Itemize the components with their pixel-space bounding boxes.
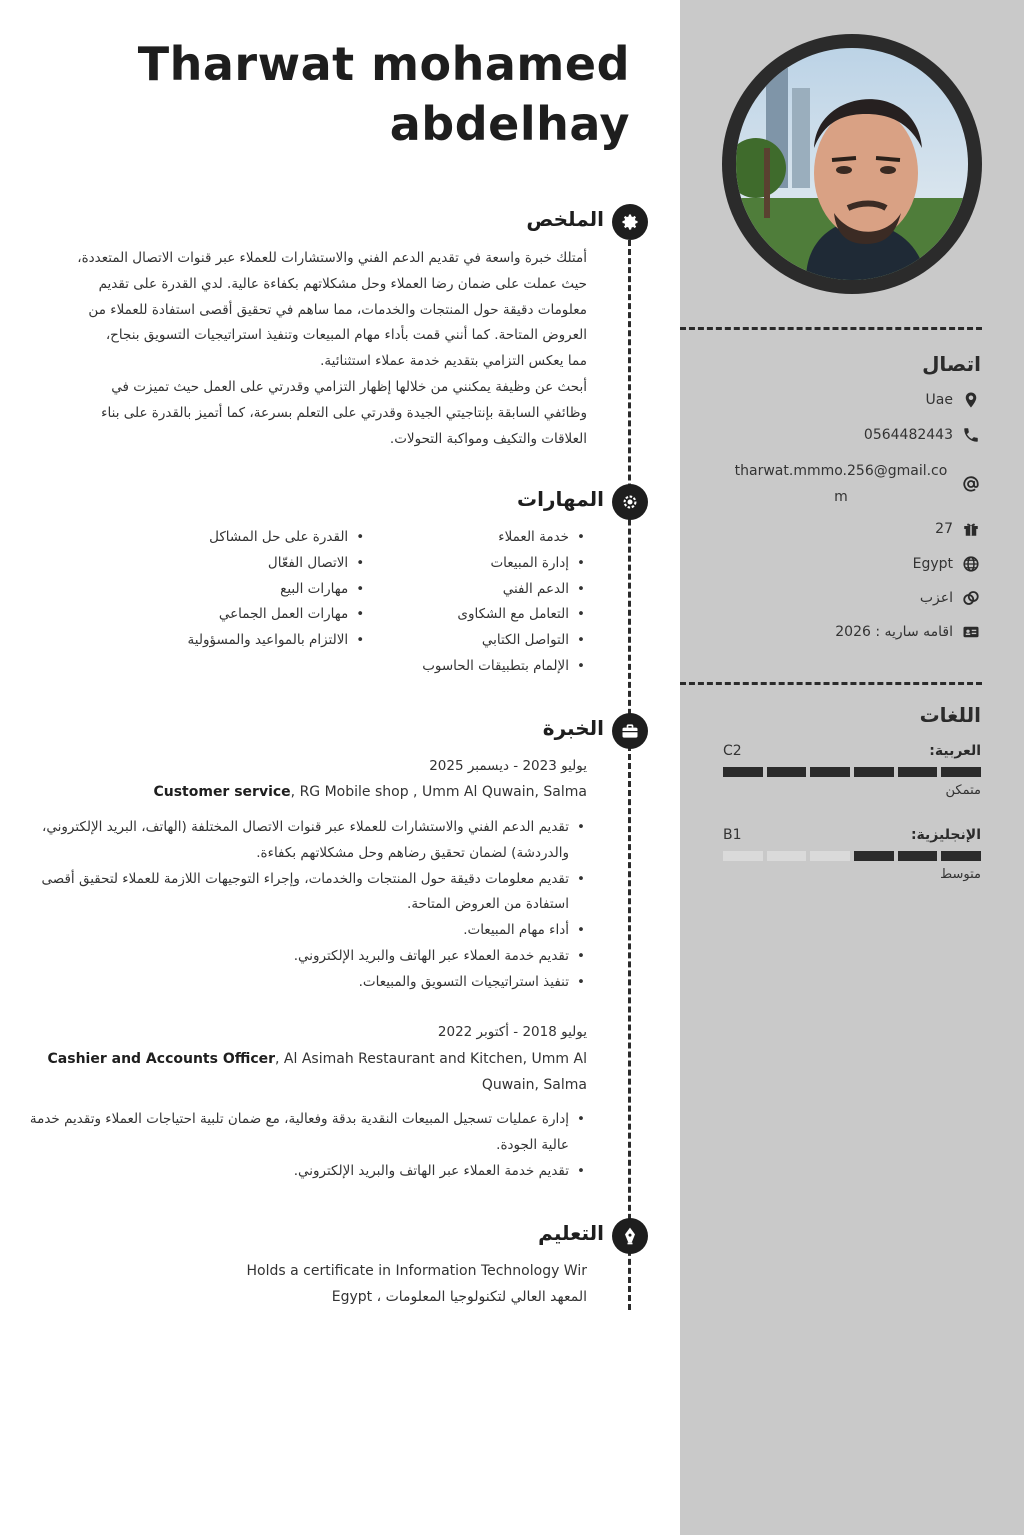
skill-item: • الالتزام بالمواعيد والمسؤولية — [188, 628, 367, 654]
pen-nib-icon — [612, 1218, 648, 1254]
language-description: متوسط — [940, 867, 981, 882]
job-title — [47, 779, 587, 805]
job-role: Customer service — [153, 784, 291, 800]
job-duty: • تقديم خدمة العملاء عبر الهاتف والبريد الإلكتروني. — [27, 1159, 587, 1185]
job-duty: • إدارة عمليات تسجيل المبيعات النقدية بدقة وفعالية، مع ضمان تلبية احتياجات العملاء وتقديم خدمة عالية الجودة. — [27, 1107, 587, 1159]
language-english — [723, 827, 981, 882]
rings-icon — [961, 588, 981, 608]
timeline-line — [628, 222, 631, 1310]
language-description: متمكن — [945, 783, 981, 798]
language-meter-segment — [767, 851, 807, 861]
summary-line: العروض المتاحة. كما أنني قمت بأداء مهام المبيعات وتنفيذ استراتيجيات التسويق بنجاح، — [105, 327, 587, 344]
summary-line: حيث عملت على ضمان رضا العملاء وحل مشكلاتهم بكفاءة عالية. لدي القدرة على تقديم — [98, 275, 587, 292]
skill-item: • التواصل الكتابي — [422, 628, 587, 654]
language-meter-segment — [723, 851, 763, 861]
skill-item: • مهارات البيع — [188, 577, 367, 603]
skill-item: • التعامل مع الشكاوى — [422, 602, 587, 628]
job-duty: • تقديم معلومات دقيقة حول المنتجات والخدمات، وإجراء التوجيهات اللازمة للعملاء لتحقيق أقصى استفادة من العروض المتاحة. — [27, 867, 587, 919]
contact-nationality-value: Egypt — [912, 556, 953, 572]
language-meter-segment — [723, 767, 763, 777]
job-duties — [27, 815, 587, 996]
language-meter-segment — [810, 767, 850, 777]
skill-item: • إدارة المبيعات — [422, 551, 587, 577]
contact-location-value: Uae — [925, 392, 953, 408]
profile-photo — [736, 48, 968, 280]
job-duty: • تنفيذ استراتيجيات التسويق والمبيعات. — [27, 970, 587, 996]
contact-location — [926, 390, 981, 410]
language-meter-segment — [854, 767, 894, 777]
contact-phone-value: 0564482443 — [863, 427, 953, 443]
job-title — [47, 1046, 587, 1098]
contact-email-value: tharwat.mmmo.256@gmail.com — [734, 463, 948, 505]
language-meter-segment — [810, 851, 850, 861]
name-line-2: abdelhay — [389, 97, 630, 151]
job-company: , Al Asimah Restaurant and Kitchen, Umm Al Quwain, Salma — [275, 1051, 587, 1093]
language-meter — [723, 767, 981, 777]
summary-line: وظائفي السابقة بإنتاجيتي الجيدة وقدرتي على التعلم بسرعة، كما أتميز بالقدرة على بناء — [101, 404, 587, 421]
summary-heading: الملخص — [526, 207, 604, 231]
contact-residency — [835, 622, 981, 642]
language-meter-segment — [767, 767, 807, 777]
experience-heading: الخبرة — [542, 716, 604, 740]
language-level: B1 — [723, 827, 742, 843]
gift-icon — [961, 519, 981, 539]
divider — [680, 682, 982, 685]
skill-item: • الاتصال الفعّال — [188, 551, 367, 577]
contact-email[interactable] — [729, 458, 981, 510]
contact-marital-status — [920, 588, 981, 608]
contact-residency-value: اقامه ساريه : 2026 — [835, 624, 953, 640]
location-pin-icon — [961, 390, 981, 410]
job-date: يوليو 2023 - ديسمبر 2025 — [429, 758, 587, 774]
skills-column-2 — [188, 525, 367, 680]
language-meter — [723, 851, 981, 861]
language-name: الإنجليزية: — [910, 827, 981, 843]
skill-item: • الإلمام بتطبيقات الحاسوب — [422, 654, 587, 680]
candidate-name — [70, 34, 630, 154]
language-meter-segment — [941, 767, 981, 777]
skill-item: • مهارات العمل الجماعي — [188, 602, 367, 628]
job-date: يوليو 2018 - أكتوبر 2022 — [437, 1024, 587, 1040]
language-meter-segment — [898, 767, 938, 777]
skill-item: • القدرة على حل المشاكل — [188, 525, 367, 551]
summary-line: العلاقات والتكيف ومواكبة التحولات. — [389, 430, 587, 447]
skills-column-1 — [422, 525, 587, 680]
phone-icon — [961, 425, 981, 445]
name-line-1: Tharwat mohamed — [137, 37, 630, 91]
sidebar — [680, 0, 1024, 1535]
skills-heading: المهارات — [517, 487, 604, 511]
contact-age-value: 27 — [935, 521, 953, 537]
language-arabic — [723, 743, 981, 798]
skill-item: • الدعم الفني — [422, 577, 587, 603]
contact-age — [935, 519, 981, 539]
summary-line: مما يعكس التزامي بتقديم خدمة عملاء استثنائية. — [320, 353, 587, 370]
language-meter-segment — [854, 851, 894, 861]
contact-marital-status-value: اعزب — [919, 590, 953, 606]
education-heading: التعليم — [538, 1221, 604, 1245]
summary-line: أبحث عن وظيفة يمكنني من خلالها إظهار التزامي وقدرتي على العمل حيث تميزت في — [111, 378, 587, 395]
briefcase-icon — [612, 713, 648, 749]
language-level: C2 — [723, 743, 742, 759]
contact-nationality — [913, 554, 981, 574]
globe-icon — [961, 554, 981, 574]
skill-item: • خدمة العملاء — [422, 525, 587, 551]
education-certificate: Holds a certificate in Information Technology Wir — [246, 1263, 587, 1279]
job-duties — [27, 1107, 587, 1184]
language-name: العربية: — [929, 743, 981, 759]
summary-line: معلومات دقيقة حول المنتجات والخدمات، مما ساهم في تحقيق أقصى استفادة للعملاء من — [88, 301, 587, 318]
profile-photo-frame — [722, 34, 982, 294]
contact-heading: اتصال — [922, 352, 981, 376]
cog-icon — [612, 484, 648, 520]
divider — [680, 327, 982, 330]
job-role: Cashier and Accounts Officer — [47, 1051, 276, 1067]
gear-icon — [612, 204, 648, 240]
language-meter-segment — [898, 851, 938, 861]
job-company: , RG Mobile shop , Umm Al Quwain, Salma — [290, 784, 587, 800]
language-meter-segment — [941, 851, 981, 861]
at-icon — [961, 474, 981, 494]
summary-text — [37, 246, 587, 452]
education-institute: المعهد العالي لتكنولوجيا المعلومات ، Egypt — [331, 1289, 587, 1305]
summary-line: أمتلك خبرة واسعة في تقديم الدعم الفني والاستشارات للعملاء عبر قنوات الاتصال المتعددة، — [77, 250, 587, 266]
job-duty: • تقديم خدمة العملاء عبر الهاتف والبريد الإلكتروني. — [27, 944, 587, 970]
contact-phone[interactable] — [864, 425, 981, 445]
job-duty: • أداء مهام المبيعات. — [27, 918, 587, 944]
skills-list — [37, 525, 587, 680]
languages-heading: اللغات — [919, 703, 981, 727]
id-card-icon — [961, 622, 981, 642]
job-duty: • تقديم الدعم الفني والاستشارات للعملاء عبر قنوات الاتصال المختلفة (الهاتف، البريد الإلكتروني، والدردشة) لضمان تحقيق رضاهم وحل مشكلاتهم بكفاءة. — [27, 815, 587, 867]
